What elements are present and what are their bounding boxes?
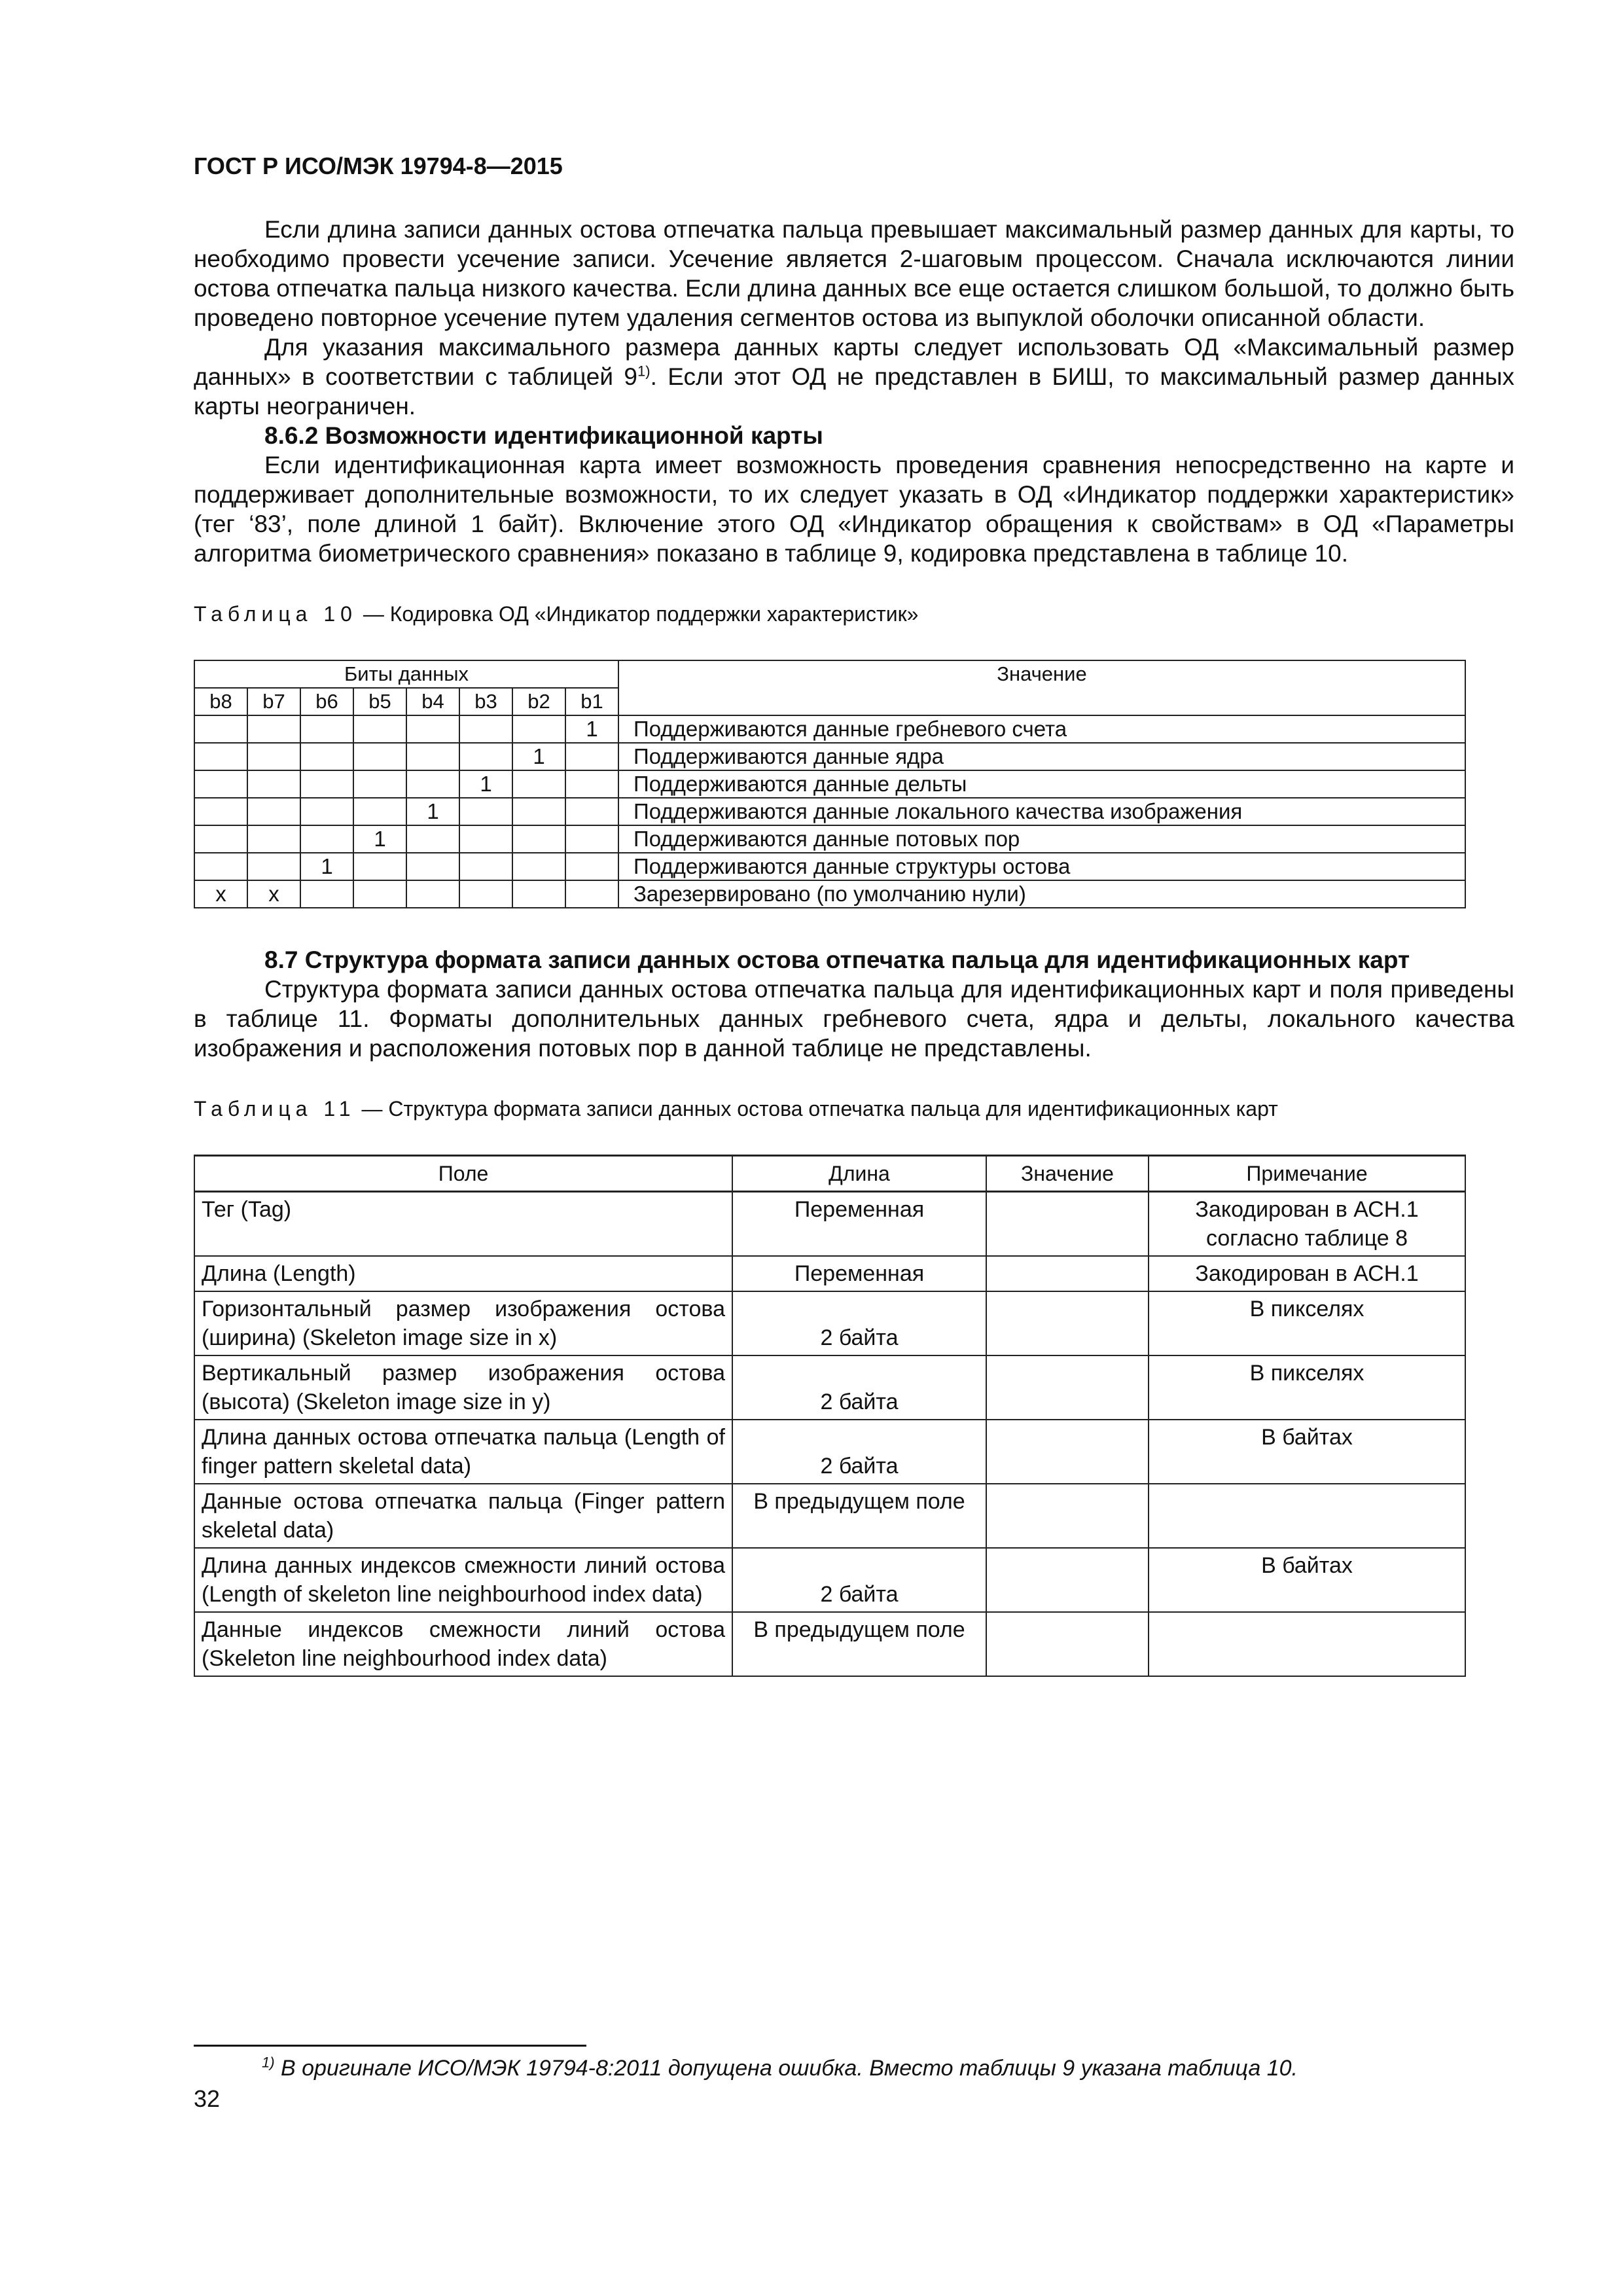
bit-cell: 1	[459, 770, 512, 798]
value-cell	[986, 1355, 1149, 1420]
bit-cell: 1	[565, 715, 618, 743]
table11-row	[194, 1291, 1465, 1355]
bit-header-b4: b4	[406, 688, 459, 715]
note-cell	[1149, 1612, 1465, 1676]
bit-cell	[353, 770, 406, 798]
field-cell: Тег (Tag)	[194, 1192, 732, 1257]
length-cell: В предыдущем поле	[732, 1484, 986, 1548]
bit-cell	[565, 798, 618, 825]
header-field: Поле	[194, 1156, 732, 1192]
field-cell: Длина данных остова отпечатка пальца (Length of finger pattern skeletal data)	[194, 1420, 732, 1484]
bit-cell	[565, 770, 618, 798]
bit-cell: x	[247, 880, 300, 908]
bit-cell	[194, 715, 247, 743]
bit-cell	[194, 798, 247, 825]
meaning-cell: Поддерживаются данные ядра	[618, 743, 1465, 770]
bit-header-b3: b3	[459, 688, 512, 715]
bit-cell	[353, 715, 406, 743]
meaning-cell: Зарезервировано (по умолчанию нули)	[618, 880, 1465, 908]
table11-header-row	[194, 1156, 1465, 1192]
bit-cell	[406, 743, 459, 770]
bit-cell	[300, 798, 353, 825]
bit-cell	[459, 715, 512, 743]
table11-row	[194, 1612, 1465, 1676]
note-cell: Закодирован в АСН.1 согласно таблице 8	[1149, 1192, 1465, 1257]
note-cell: В пикселях	[1149, 1355, 1465, 1420]
value-cell	[986, 1192, 1149, 1257]
length-cell: 2 байта	[732, 1420, 986, 1484]
header-value: Значение	[986, 1156, 1149, 1192]
bit-cell	[512, 825, 565, 853]
bit-cell	[565, 743, 618, 770]
table10-row	[194, 880, 1465, 908]
note-cell	[1149, 1484, 1465, 1548]
bit-header-b2: b2	[512, 688, 565, 715]
bit-header-b5: b5	[353, 688, 406, 715]
bit-cell: 1	[353, 825, 406, 853]
value-cell	[986, 1420, 1149, 1484]
value-cell	[986, 1256, 1149, 1291]
bit-cell	[194, 853, 247, 880]
value-cell	[986, 1291, 1149, 1355]
bit-header-b7: b7	[247, 688, 300, 715]
section-heading-8-6-2: 8.6.2 Возможности идентификационной карты	[264, 422, 823, 449]
note-cell: Закодирован в АСН.1	[1149, 1256, 1465, 1291]
header-note: Примечание	[1149, 1156, 1465, 1192]
bit-cell	[512, 798, 565, 825]
bit-cell	[247, 743, 300, 770]
length-cell: Переменная	[732, 1256, 986, 1291]
meaning-cell: Поддерживаются данные дельты	[618, 770, 1465, 798]
table-10	[194, 660, 1466, 908]
table11-row	[194, 1256, 1465, 1291]
bit-cell	[300, 715, 353, 743]
bit-cell	[247, 798, 300, 825]
bit-cell	[300, 825, 353, 853]
value-cell	[986, 1548, 1149, 1612]
bit-cell	[300, 743, 353, 770]
length-cell: 2 байта	[732, 1355, 986, 1420]
value-cell	[986, 1484, 1149, 1548]
table11-row	[194, 1192, 1465, 1257]
bit-cell: x	[194, 880, 247, 908]
table11-body	[194, 1192, 1465, 1677]
length-cell: Переменная	[732, 1192, 986, 1257]
meaning-cell: Поддерживаются данные локального качества изображения	[618, 798, 1465, 825]
table10-row	[194, 715, 1465, 743]
bit-header-b6: b6	[300, 688, 353, 715]
table11-row	[194, 1355, 1465, 1420]
bit-cell: 1	[512, 743, 565, 770]
bit-cell	[565, 825, 618, 853]
paragraph-structure: Структура формата записи данных остова отпечатка пальца для идентификационных карт и поля приведены в таблице 11. Форматы дополнительных данных гребневого счета, ядра и дельты, локального качества изображения и расположения потовых пор в данной таблице не представлены.	[194, 976, 1514, 1062]
bit-cell	[512, 770, 565, 798]
bit-cell	[459, 825, 512, 853]
table10-row	[194, 825, 1465, 853]
bit-cell	[406, 770, 459, 798]
note-cell: В байтах	[1149, 1420, 1465, 1484]
bit-cell	[194, 770, 247, 798]
length-cell: В предыдущем поле	[732, 1612, 986, 1676]
length-cell: 2 байта	[732, 1291, 986, 1355]
bit-cell	[300, 770, 353, 798]
note-cell: В байтах	[1149, 1548, 1465, 1612]
value-cell	[986, 1612, 1149, 1676]
paragraph-card-capabilities: Если идентификационная карта имеет возможность проведения сравнения непосредственно на карте и поддерживает дополнительные возможности, то их следует указать в ОД «Индикатор поддержки характеристик» (тег ‘83’, поле длиной 1 байт). Включение этого ОД «Индикатор обращения к свойствам» в ОД «Параметры алгоритма биометрического сравнения» показано в таблице 9, кодировка представлена в таблице 10.	[194, 452, 1514, 567]
table11-row	[194, 1420, 1465, 1484]
bit-cell	[406, 853, 459, 880]
bit-cell: 1	[406, 798, 459, 825]
table-11	[194, 1155, 1466, 1677]
bit-cell	[353, 798, 406, 825]
standard-header: ГОСТ Р ИСО/МЭК 19794-8—2015	[194, 152, 563, 179]
table10-caption: Таблица 10 — Кодировка ОД «Индикатор поддержки характеристик»	[194, 602, 919, 626]
bit-cell	[512, 715, 565, 743]
bits-group-header: Биты данных	[194, 660, 618, 688]
bit-cell	[459, 743, 512, 770]
bit-cell: 1	[300, 853, 353, 880]
table10-row	[194, 853, 1465, 880]
bit-cell	[353, 743, 406, 770]
meaning-cell: Поддерживаются данные структуры остова	[618, 853, 1465, 880]
paragraph-truncation: Если длина записи данных остова отпечатка пальца превышает максимальный размер данных для карты, то необходимо провести усечение записи. Усечение является 2-шаговым процессом. Сначала исключаются линии остова отпечатка пальца низкого качества. Если длина данных все еще остается слишком большой, то должно быть проведено повторное усечение путем удаления сегментов остова из выпуклой оболочки описанной области.	[194, 216, 1514, 331]
meaning-header: Значение	[618, 660, 1465, 715]
bit-header-b1: b1	[565, 688, 618, 715]
table10-row	[194, 770, 1465, 798]
bit-cell	[247, 825, 300, 853]
bit-cell	[247, 770, 300, 798]
length-cell: 2 байта	[732, 1548, 986, 1612]
bit-cell	[194, 743, 247, 770]
meaning-cell: Поддерживаются данные гребневого счета	[618, 715, 1465, 743]
field-cell: Данные остова отпечатка пальца (Finger pattern skeletal data)	[194, 1484, 732, 1548]
page-number: 32	[194, 2085, 221, 2112]
table11-row	[194, 1548, 1465, 1612]
field-cell: Вертикальный размер изображения остова (высота) (Skeleton image size in y)	[194, 1355, 732, 1420]
bit-cell	[406, 825, 459, 853]
bit-cell	[565, 853, 618, 880]
table10-row	[194, 743, 1465, 770]
bit-cell	[565, 880, 618, 908]
field-cell: Данные индексов смежности линий остова (Skeleton line neighbourhood index data)	[194, 1612, 732, 1676]
footnote: $^{1)}$ В оригинале ИСО/МЭК 19794-8:2011 допущена ошибка. Вместо таблицы 9 указана таблица 10.	[262, 2054, 1298, 2081]
header-length: Длина	[732, 1156, 986, 1192]
section-heading-8-7: 8.7 Структура формата записи данных остова отпечатка пальца для идентификационных карт	[264, 946, 1410, 973]
bit-cell	[247, 715, 300, 743]
bit-cell	[300, 880, 353, 908]
bit-cell	[459, 880, 512, 908]
bit-cell	[194, 825, 247, 853]
document-page	[194, 152, 1514, 1677]
bit-cell	[459, 798, 512, 825]
bit-cell	[459, 853, 512, 880]
field-cell: Длина данных индексов смежности линий остова (Length of skeleton line neighbourhood index data)	[194, 1548, 732, 1612]
bit-cell	[406, 880, 459, 908]
bit-cell	[512, 880, 565, 908]
bit-cell	[353, 853, 406, 880]
bit-cell	[353, 880, 406, 908]
table11-caption: Таблица 11 — Структура формата записи данных остова отпечатка пальца для идентификационных карт	[194, 1097, 1278, 1121]
bit-cell	[406, 715, 459, 743]
meaning-cell: Поддерживаются данные потовых пор	[618, 825, 1465, 853]
table10-row	[194, 798, 1465, 825]
field-cell: Горизонтальный размер изображения остова (ширина) (Skeleton image size in x)	[194, 1291, 732, 1355]
paragraph-max-size: Для указания максимального размера данных карты следует использовать ОД «Максимальный размер данных» в соответствии с таблицей 9$^{1)}$. Если этот ОД не представлен в БИШ, то максимальный размер данных карты неограничен.	[194, 334, 1514, 420]
footnote-ref[interactable]: 1)	[637, 363, 651, 380]
footnote-divider	[194, 2045, 586, 2047]
bit-header-b8: b8	[194, 688, 247, 715]
field-cell: Длина (Length)	[194, 1256, 732, 1291]
table11-row	[194, 1484, 1465, 1548]
bit-cell	[247, 853, 300, 880]
table10-body	[194, 715, 1465, 908]
note-cell: В пикселях	[1149, 1291, 1465, 1355]
bit-cell	[512, 853, 565, 880]
